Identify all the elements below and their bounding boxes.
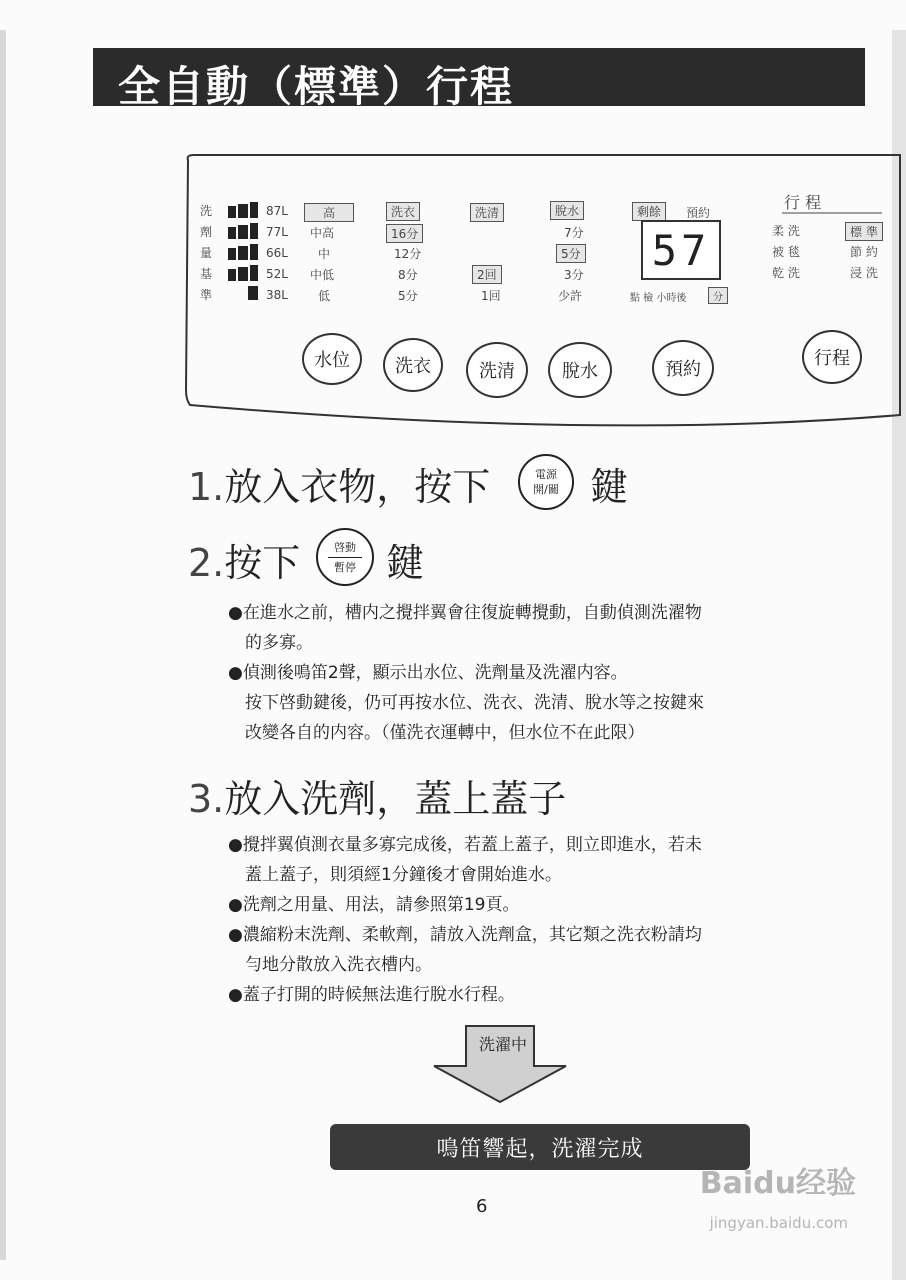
step3-line: ●濃縮粉末洗劑、柔軟劑，請放入洗劑盒，其它類之洗衣粉請均 [228,925,702,945]
start-key-top-label: 啓動 [334,540,356,554]
wash-value-8: 8分 [398,268,418,282]
wash-value-5: 5分 [398,289,418,303]
step1-text: 放入衣物，按下 [224,465,491,509]
power-key-top-label: 電源 [535,468,557,481]
step2-number: 2. [188,541,225,585]
water-level-77: 77L [266,225,288,239]
step1-heading [188,456,490,511]
wash-button[interactable]: 洗衣 [383,338,443,392]
water-word-low: 低 [318,289,331,303]
power-key-icon [518,454,574,510]
spin-header: 脫水 [550,201,584,220]
page-title: 全自動（標準）行程 [118,62,515,111]
power-key-bottom-label: 開/關 [533,483,559,496]
water-level-button[interactable]: 水位 [302,333,362,385]
water-word-high: 高 [304,203,354,222]
wash-header: 洗衣 [386,202,420,221]
step3-heading [188,768,566,823]
program-button[interactable]: 行程 [802,330,862,384]
rinse-value-1: 1回 [481,289,501,303]
step2-line: 按下啓動鍵後，仍可再按水位、洗衣、洗清、脫水等之按鍵來 [228,693,704,713]
step2-text: 按下 [224,541,301,585]
program-gentle: 柔 洗 [772,224,800,238]
program-title: 行 程 [784,193,822,212]
rinse-value-2: 2回 [472,265,502,284]
wash-value-12: 12分 [394,247,422,261]
spin-value-3: 3分 [564,268,584,282]
program-dry-clean: 乾 洗 [772,266,800,280]
start-pause-key-icon [316,528,374,586]
water-word-mid-high: 中高 [310,226,335,240]
water-word-mid: 中 [318,247,331,261]
step2-paragraph [228,598,704,748]
detergent-side-label: 洗 劑 量 基 準 [200,204,213,302]
water-level-87: 87L [266,204,288,218]
remain-label: 剩餘 [632,202,666,221]
baidu-watermark-url: jingyan.baidu.com [709,1214,848,1232]
step3-text: 放入洗劑，蓋上蓋子 [224,777,567,821]
rinse-header: 洗清 [470,203,504,222]
program-soak: 浸 洗 [850,266,878,280]
step2-line: 改變各自的内容。（僅洗衣運轉中，但水位不在此限） [228,723,645,743]
display-caption: 點 檢 小時後 [630,293,687,304]
water-level-52: 52L [266,267,288,281]
spin-value-5: 5分 [556,244,586,263]
step2-line: 的多寡。 [228,633,313,653]
step2-tail: 鍵 [386,541,425,585]
step3-line: ●蓋子打開的時候無法進行脫水行程。 [228,985,515,1005]
program-blanket: 被 毯 [772,245,800,259]
page-left-edge [0,30,6,1260]
step3-line: 勻地分散放入洗衣槽内。 [228,955,432,975]
step2-line: ●在進水之前，槽内之攪拌翼會往復旋轉攪動，自動偵測洗濯物 [228,603,702,623]
step3-paragraph [228,830,702,1010]
step2-line: ●偵測後鳴笛2聲，顯示出水位、洗劑量及洗濯内容。 [228,663,628,683]
time-display: 57 [641,220,721,280]
program-standard: 標 準 [845,222,883,241]
spin-value-7: 7分 [564,226,584,240]
step3-line: 蓋上蓋子，則須經1分鐘後才會開始進水。 [228,865,562,885]
detergent-amount-icon [226,202,262,302]
water-level-66: 66L [266,246,288,260]
washing-label: 洗濯中 [478,1035,527,1054]
program-eco: 節 約 [850,245,878,259]
step1-tail: 鍵 [590,465,629,509]
page-number: 6 [476,1196,488,1217]
spin-button[interactable]: 脫水 [548,342,612,398]
baidu-watermark-logo: Baidu经验 [699,1166,856,1201]
finish-banner: 鳴笛響起，洗濯完成 [330,1124,750,1170]
step1-number: 1. [188,465,225,509]
program-title-underline [782,211,882,215]
reserve-label: 預約 [686,206,711,220]
water-word-mid-low: 中低 [310,268,335,282]
step2-heading [188,532,300,587]
rinse-button[interactable]: 洗清 [466,342,528,398]
start-key-bottom-label: 暫停 [334,560,356,574]
step3-number: 3. [188,777,225,821]
reserve-button[interactable]: 預約 [652,340,714,396]
step3-line: ●攪拌翼偵測衣量多寡完成後，若蓋上蓋子，則立即進水，若未 [228,835,702,855]
step3-line: ●洗劑之用量、用法，請參照第19頁。 [228,895,520,915]
wash-value-16: 16分 [386,224,423,243]
water-level-38: 38L [266,288,288,302]
spin-value-little: 少許 [558,289,583,303]
display-unit: 分 [708,287,728,304]
